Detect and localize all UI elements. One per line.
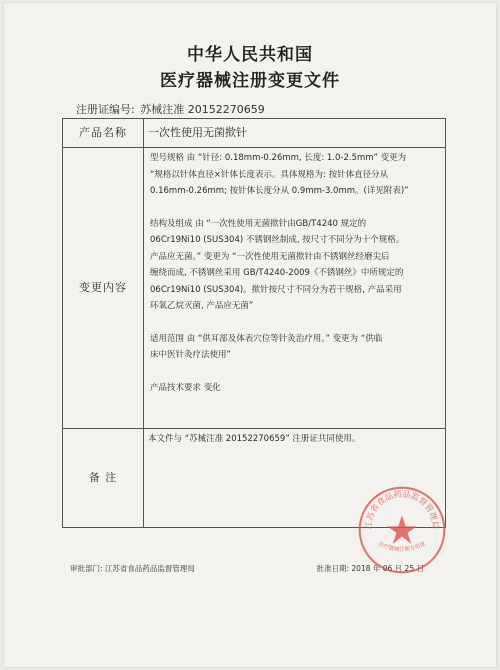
change-line: 缠绕而成, 不锈钢丝采用 GB/T4240-2009《不锈钢丝》中所规定的 bbox=[150, 268, 404, 278]
change-table bbox=[62, 118, 446, 528]
change-line: “规格以针体直径×针体长度表示。具体规格为: 按针体直径分从 bbox=[150, 169, 389, 180]
change-line: 环氧乙烷灭菌, 产品应无菌” bbox=[150, 301, 254, 311]
product-name-value: 一次性使用无菌揿针 bbox=[144, 119, 446, 148]
remark-label: 备 注 bbox=[63, 429, 144, 528]
change-line: 适用范围 由 “供耳部及体表穴位等针灸治疗用。” 变更为 “供临 bbox=[150, 333, 383, 344]
change-content-label: 变更内容 bbox=[63, 148, 144, 429]
registration-number-label: 注册证编号: bbox=[76, 103, 135, 116]
remark-text: 本文件与 “苏械注准 20152270659” 注册证共同使用。 bbox=[148, 434, 361, 444]
change-content-cell bbox=[144, 148, 446, 429]
product-name-label: 产品名称 bbox=[63, 119, 144, 148]
svg-text:江苏省食品药品监督管理局: 江苏省食品药品监督管理局 bbox=[363, 488, 441, 530]
svg-text:医疗器械注册专用章: 医疗器械注册专用章 bbox=[377, 541, 427, 554]
change-line: 0.16mm-0.26mm; 按针体长度分从 0.9mm-3.0mm。(详见附表)” bbox=[150, 186, 409, 196]
official-seal-stamp bbox=[356, 484, 448, 576]
change-line: 床中医针灸疗法使用” bbox=[150, 350, 231, 360]
table-row bbox=[63, 148, 446, 429]
change-line: 产品技术要求 变化 bbox=[150, 382, 221, 393]
change-line: 型号规格 由 “针径: 0.18mm-0.26mm, 长度: 1.0-2.5mm” 变更为 bbox=[150, 153, 407, 163]
change-line: 06Cr19Ni10 (SUS304) 不锈钢丝制成, 按尺寸不同分为十个规格。 bbox=[150, 235, 405, 245]
document-title-line2: 医疗器械注册变更文件 bbox=[160, 71, 340, 91]
document-title-line1: 中华人民共和国 bbox=[187, 45, 313, 65]
change-line: 06Cr19Ni10 (SUS304)。揿针按尺寸不同分为若干规格, 产品采用 bbox=[150, 284, 402, 295]
change-line: 产品应无菌。” 变更为 “一次性使用无菌揿针由不锈钢丝经磨尖后 bbox=[150, 251, 390, 262]
registration-number-value: 苏械注准 20152270659 bbox=[140, 103, 265, 116]
change-line: 结构及组成 由 “一次性使用无菌揿针由GB/T4240 规定的 bbox=[150, 218, 367, 229]
table-row bbox=[63, 119, 446, 148]
approval-department: 审批部门: 江苏省食品药品监督管理局 bbox=[70, 564, 195, 573]
approval-date: 批准日期: 2018 年 06 月 25 日 bbox=[316, 564, 424, 573]
registration-number bbox=[76, 101, 265, 117]
